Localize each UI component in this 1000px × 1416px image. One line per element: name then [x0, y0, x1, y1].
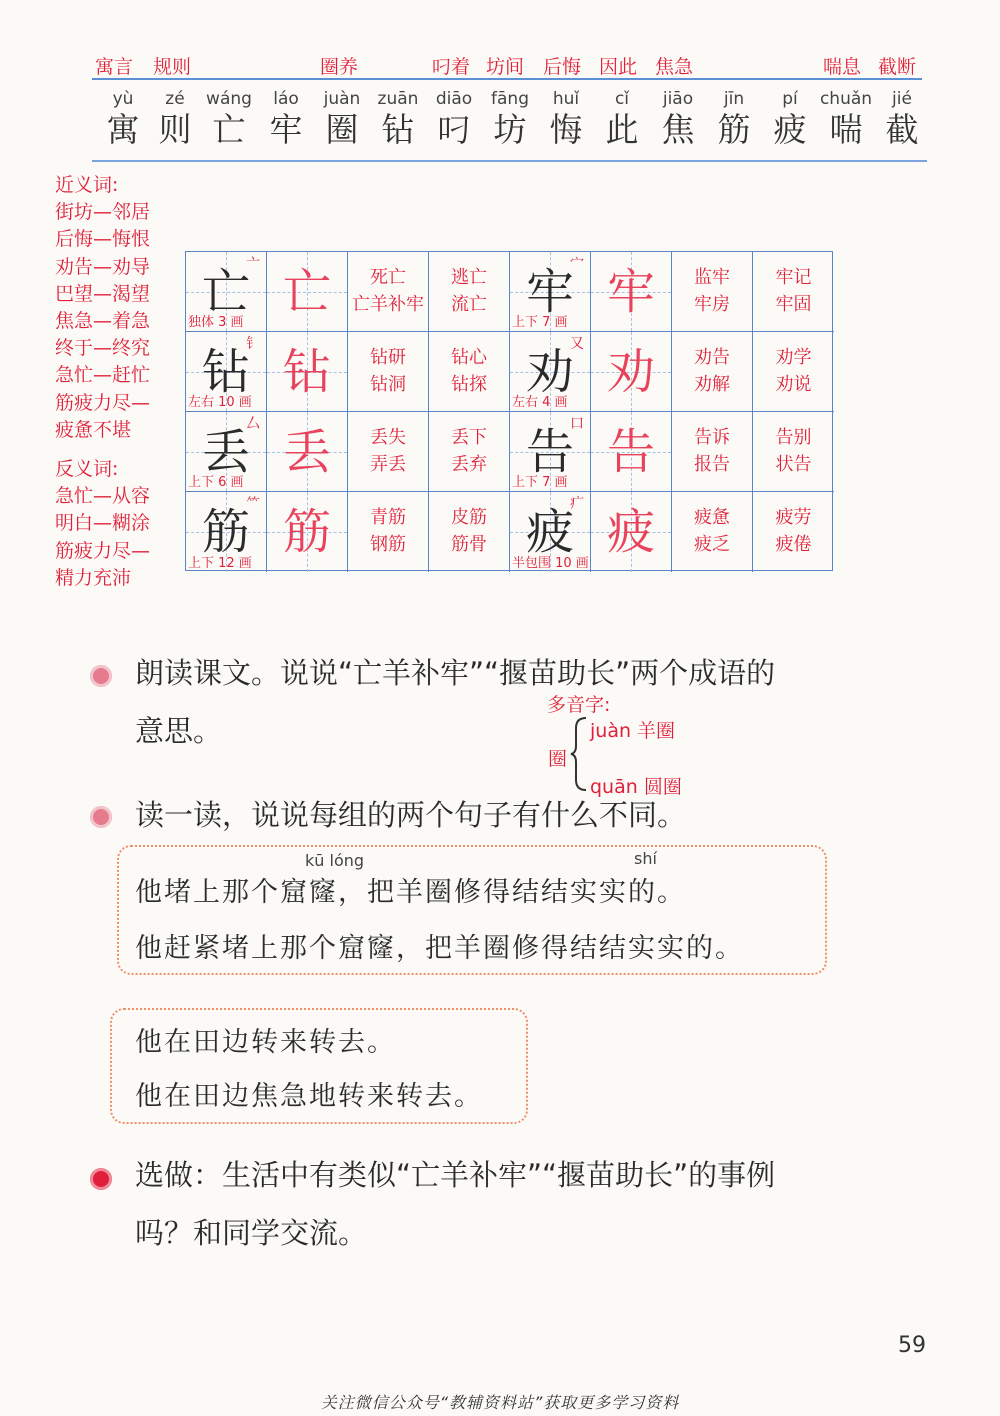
- word: 状告: [775, 454, 812, 475]
- grid-cell: [672, 252, 753, 332]
- list-item: 终于—终究: [55, 337, 151, 360]
- word: 钢筋: [370, 534, 406, 555]
- char-cell: [874, 88, 930, 150]
- char-cell: [594, 88, 650, 150]
- word: 钻心: [451, 347, 487, 368]
- stroke-info: 左右 10 画: [188, 395, 252, 410]
- stroke-info: 上下 7 画: [512, 475, 568, 490]
- char-cell: [258, 88, 314, 150]
- stroke-info: 独体 3 画: [188, 315, 244, 330]
- antonyms-list: [55, 456, 150, 592]
- grid-cell: [186, 492, 267, 572]
- exercise-2: 读一读，说说每组的两个句子有什么不同。: [135, 798, 687, 832]
- character: 叼: [437, 110, 471, 149]
- character: 悔: [549, 110, 583, 149]
- char-cell: [818, 88, 874, 150]
- radical: 疒: [570, 496, 584, 512]
- stroke-info: 上下 12 画: [188, 556, 252, 571]
- char-cell: [314, 88, 370, 150]
- word: 因此: [599, 56, 638, 78]
- grid-cell: [348, 492, 429, 572]
- char-cell: [370, 88, 426, 150]
- stroke-info: 半包围 10 画: [512, 556, 589, 571]
- character: 牢: [269, 110, 303, 149]
- grid-character-trace: 亡: [282, 264, 331, 320]
- grid-character-trace: 告: [606, 424, 655, 480]
- grid-cell: [348, 252, 429, 332]
- pinyin: wáng: [206, 89, 252, 109]
- grid-cell: [510, 412, 591, 492]
- pinyin: fāng: [491, 89, 529, 109]
- pinyin-annotation: shí: [634, 849, 657, 868]
- grid-character-trace: 丢: [282, 424, 331, 480]
- word: 丢下: [451, 427, 487, 448]
- word: 截断: [878, 56, 917, 78]
- word: 规则: [153, 56, 192, 78]
- footer-note: 关注微信公众号“教辅资料站”获取更多学习资料: [320, 1393, 680, 1412]
- grid-cell: [672, 412, 753, 492]
- radical: 厶: [246, 416, 260, 432]
- pinyin: jiāo: [662, 89, 694, 109]
- exercise-text: 选做：生活中有类似“亡羊补牢”“揠苗助长”的事例: [135, 1158, 776, 1192]
- char-cell: [706, 88, 762, 150]
- radical: 口: [570, 416, 584, 432]
- grid-cell: [510, 492, 591, 572]
- grid-character: 钻: [201, 344, 250, 400]
- word: 喘息: [823, 56, 862, 78]
- grid-cell: [753, 332, 834, 412]
- word: 亡羊补牢: [352, 294, 424, 315]
- polyphone-char: 圈: [548, 748, 568, 770]
- character: 亡: [212, 110, 246, 149]
- list-item: 街坊—邻居: [55, 201, 151, 224]
- grid-character: 劝: [525, 344, 574, 400]
- character: 坊: [493, 110, 527, 149]
- character: 截: [885, 110, 919, 149]
- word: 焦急: [655, 56, 694, 78]
- character: 焦: [661, 110, 695, 149]
- pinyin: pí: [782, 89, 798, 109]
- grid-cell: [672, 492, 753, 572]
- word: 疲倦: [775, 534, 812, 555]
- list-item: 急忙—从容: [55, 485, 151, 508]
- sentence: 他赶紧堵上那个窟窿，把羊圈修得结结实实的。: [135, 933, 744, 964]
- sentence: 他堵上那个窟窿，把羊圈修得结结实实的。: [135, 877, 686, 908]
- word: 钻研: [370, 347, 406, 368]
- radical: 宀: [570, 256, 584, 272]
- grid-cell: [429, 492, 510, 572]
- pinyin: zé: [165, 89, 185, 109]
- grid-cell: [591, 252, 672, 332]
- grid-cell: [591, 492, 672, 572]
- synonyms-title: 近义词:: [55, 174, 119, 196]
- list-item: 筋疲力尽—: [55, 539, 151, 562]
- grid-character-trace: 筋: [282, 504, 331, 560]
- page-number: 59: [898, 1333, 926, 1358]
- char-cell: [762, 88, 818, 150]
- grid-cell: [591, 332, 672, 412]
- word: 劝解: [694, 374, 730, 395]
- list-item: 精力充沛: [55, 566, 132, 589]
- word: 牢固: [775, 294, 812, 315]
- pinyin: láo: [273, 89, 299, 109]
- grid-cell: [186, 252, 267, 332]
- list-item: 疲惫不堪: [55, 418, 132, 441]
- list-item: 巴望—渴望: [55, 282, 151, 305]
- word: 劝学: [775, 347, 812, 368]
- grid-cell: [672, 332, 753, 412]
- exercise-text: 意思。: [135, 714, 223, 748]
- word: 后悔: [543, 56, 582, 78]
- pinyin: diāo: [435, 89, 473, 109]
- word: 疲劳: [775, 507, 812, 528]
- grid-cell: [267, 332, 348, 412]
- brace-icon: [570, 716, 588, 792]
- grid-character-trace: 钻: [282, 344, 331, 400]
- new-words-row: [95, 52, 925, 80]
- grid-character: 牢: [525, 264, 574, 320]
- grid-character: 丢: [201, 424, 250, 480]
- character: 钻: [381, 110, 415, 149]
- word: 告诉: [694, 427, 730, 448]
- radical: 钅: [246, 336, 260, 352]
- char-cell: [650, 88, 706, 150]
- pinyin: zuān: [377, 89, 419, 109]
- word: 皮筋: [451, 507, 487, 528]
- char-cell: [95, 88, 151, 150]
- synonyms-list: [55, 172, 150, 444]
- grid-cell: [429, 252, 510, 332]
- exercise-1: [135, 644, 935, 760]
- grid-cell: [267, 252, 348, 332]
- list-item: 急忙—赶忙: [55, 364, 151, 387]
- word: 牢房: [694, 294, 730, 315]
- character: 疲: [773, 110, 807, 149]
- pinyin: yù: [112, 89, 134, 109]
- list-item: 明白—糊涂: [55, 512, 151, 535]
- grid-cell: [429, 332, 510, 412]
- word: 丢弃: [451, 454, 487, 475]
- word: 疲惫: [694, 507, 730, 528]
- list-item: 后悔—悔恨: [55, 228, 151, 251]
- char-cell: [426, 88, 482, 150]
- word: 丢失: [370, 427, 406, 448]
- grid-cell: [267, 412, 348, 492]
- bullet-icon: [90, 806, 112, 828]
- pinyin: jié: [892, 89, 912, 109]
- grid-cell: [186, 412, 267, 492]
- word: 流亡: [451, 294, 487, 315]
- character: 此: [605, 110, 639, 149]
- word: 告别: [775, 427, 812, 448]
- pinyin: huǐ: [552, 89, 580, 109]
- character-grid: [185, 251, 833, 571]
- word: 牢记: [775, 267, 812, 288]
- grid-cell: [429, 412, 510, 492]
- exercise-3: [135, 1146, 935, 1262]
- word: 报告: [694, 454, 730, 475]
- radical: 又: [570, 336, 584, 352]
- bullet-icon: [90, 1168, 112, 1190]
- grid-character-trace: 牢: [606, 264, 655, 320]
- grid-cell: [753, 412, 834, 492]
- antonyms-title: 反义词:: [55, 458, 119, 480]
- grid-cell: [753, 492, 834, 572]
- sentence: 他在田边转来转去。: [135, 1027, 396, 1058]
- bullet-icon: [90, 665, 112, 687]
- char-cell: [482, 88, 538, 150]
- grid-cell: [753, 252, 834, 332]
- word: 死亡: [370, 267, 406, 288]
- stroke-info: 上下 7 画: [512, 315, 568, 330]
- char-cell: [538, 88, 594, 150]
- character: 圈: [325, 110, 359, 149]
- word: 弄丢: [370, 454, 406, 475]
- new-characters-row: [95, 88, 925, 158]
- polyphone-title: 多音字:: [547, 694, 611, 716]
- grid-cell: [591, 412, 672, 492]
- list-item: 筋疲力尽—: [55, 391, 151, 414]
- radical: ⺮: [246, 496, 260, 512]
- character: 喘: [829, 110, 863, 149]
- grid-cell: [186, 332, 267, 412]
- stroke-info: 左右 4 画: [512, 395, 568, 410]
- word: 劝说: [775, 374, 812, 395]
- grid-character: 疲: [525, 504, 574, 560]
- grid-cell: [348, 332, 429, 412]
- sentence: 他在田边焦急地转来转去。: [135, 1081, 483, 1112]
- pinyin: jīn: [723, 89, 745, 109]
- character: 则: [158, 110, 192, 149]
- word: 劝告: [694, 347, 730, 368]
- grid-cell: [348, 412, 429, 492]
- pinyin: chuǎn: [819, 89, 873, 109]
- word: 逃亡: [451, 267, 487, 288]
- divider: [92, 160, 927, 162]
- pinyin-annotation: kū lóng: [305, 851, 365, 870]
- character: 筋: [717, 110, 751, 149]
- polyphone-reading: quān 圆圈: [590, 776, 682, 798]
- char-cell: [201, 88, 257, 150]
- word: 钻洞: [370, 374, 406, 395]
- character: 寓: [106, 110, 140, 149]
- char-cell: [147, 88, 203, 150]
- exercise-text: 朗读课文。说说“亡羊补牢”“揠苗助长”两个成语的: [135, 656, 776, 690]
- radical: 亠: [246, 256, 260, 272]
- grid-cell: [267, 492, 348, 572]
- word: 青筋: [370, 507, 406, 528]
- grid-character: 亡: [201, 264, 250, 320]
- word: 寓言: [95, 56, 134, 78]
- grid-character: 筋: [201, 504, 250, 560]
- divider: [92, 78, 922, 80]
- word: 叼着: [432, 56, 471, 78]
- stroke-info: 上下 6 画: [188, 475, 244, 490]
- grid-character-trace: 劝: [606, 344, 655, 400]
- grid-cell: [510, 332, 591, 412]
- word: 筋骨: [451, 534, 487, 555]
- list-item: 劝告—劝导: [55, 255, 151, 278]
- exercise-text: 吗？和同学交流。: [135, 1216, 368, 1250]
- grid-character: 告: [525, 424, 574, 480]
- word: 疲乏: [694, 534, 730, 555]
- word: 坊间: [486, 56, 525, 78]
- word: 圈养: [320, 56, 359, 78]
- grid-cell: [510, 252, 591, 332]
- pinyin: cǐ: [614, 89, 630, 109]
- word: 钻探: [451, 374, 487, 395]
- word: 监牢: [694, 267, 730, 288]
- pinyin: juàn: [323, 89, 361, 109]
- grid-character-trace: 疲: [606, 504, 655, 560]
- polyphone-reading: juàn 羊圈: [590, 720, 676, 742]
- list-item: 焦急—着急: [55, 310, 151, 333]
